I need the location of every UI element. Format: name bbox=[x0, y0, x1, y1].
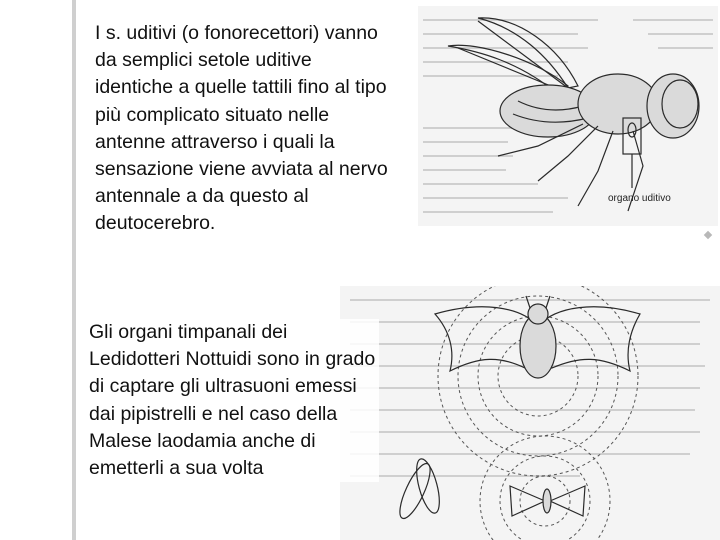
paragraph-tympanal-organs: Gli organi timpanali dei Ledidotteri Nottuidi sono in grado di captare gli ultrasuoni emessi dai pipistrelli e nel caso della Malese laodamia anche di emetterli a sua volta bbox=[89, 319, 379, 482]
paragraph-auditory-receptors: I s. uditivi (o fonorecettori) vanno da semplici setole uditive identiche a quelle tattili fino al tipo più complicato situato nelle antenne attraverso i quali la sensazione viene avviata al nervo antennale a da questo al deutocerebro. bbox=[95, 22, 388, 235]
slide-left-border bbox=[72, 0, 76, 540]
bullet-marker bbox=[704, 231, 712, 239]
fly-figure-label: organo uditivo bbox=[608, 193, 671, 204]
bat-and-moths-illustration-icon bbox=[340, 286, 720, 540]
fly-illustration-icon bbox=[418, 6, 718, 226]
